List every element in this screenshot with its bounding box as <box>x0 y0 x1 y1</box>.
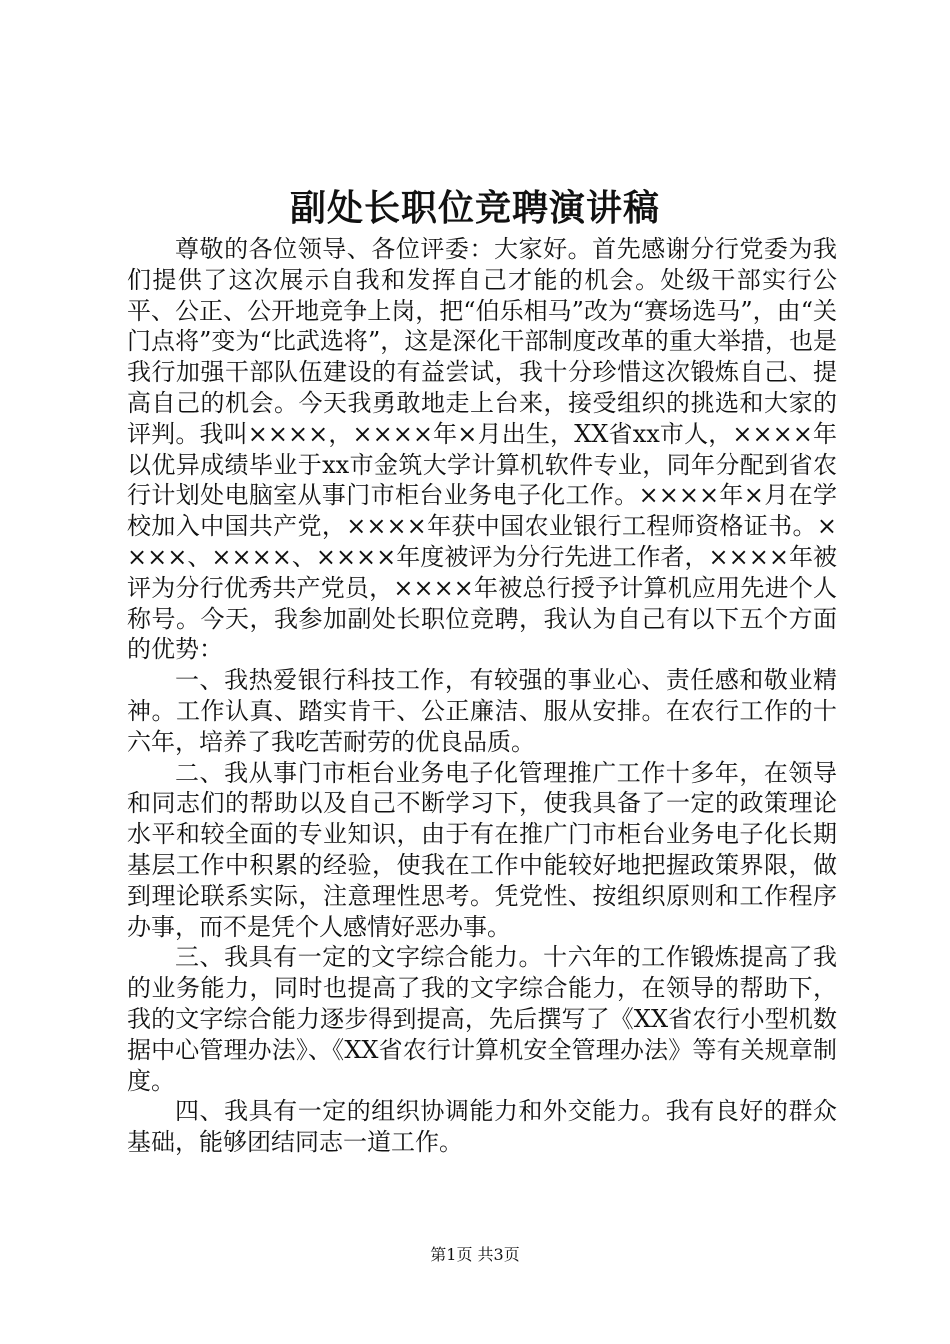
document-body <box>127 234 837 1158</box>
paragraph-point-1: 一、我热爱银行科技工作，有较强的事业心、责任感和敬业精神。工作认真、踏实肯干、公正廉洁、服从安排。在农行工作的十六年，培养了我吃苦耐劳的优良品质。 <box>127 666 837 756</box>
page-number-footer: 第1页 共3页 <box>430 1245 520 1264</box>
paragraph-point-2: 二、我从事门市柜台业务电子化管理推广工作十多年，在领导和同志们的帮助以及自己不断学习下，使我具备了一定的政策理论水平和较全面的专业知识，由于有在推广门市柜台业务电子化长期基层工作中积累的经验，使我在工作中能较好地把握政策界限，做到理论联系实际，注意理性思考。凭党性、按组织原则和工作程序办事，而不是凭个人感情好恶办事。 <box>127 758 837 941</box>
document-title: 副处长职位竞聘演讲稿 <box>289 187 660 229</box>
paragraph-point-4: 四、我具有一定的组织协调能力和外交能力。我有良好的群众基础，能够团结同志一道工作。 <box>127 1097 837 1157</box>
paragraph-point-3: 三、我具有一定的文字综合能力。十六年的工作锻炼提高了我的业务能力，同时也提高了我的文字综合能力，在领导的帮助下，我的文字综合能力逐步得到提高，先后撰写了《XX省农行小型机数据中心管理办法》、《XX省农行计算机安全管理办法》等有关规章制度。 <box>127 943 837 1095</box>
paragraph-intro: 尊敬的各位领导、各位评委：大家好。首先感谢分行党委为我们提供了这次展示自我和发挥自己才能的机会。处级干部实行公平、公正、公开地竞争上岗，把“伯乐相马”改为“赛场选马”，由“关门点将”变为“比武选将”，这是深化干部制度改革的重大举措，也是我行加强干部队伍建设的有益尝试，我十分珍惜这次锻炼自己、提高自己的机会。今天我勇敢地走上台来，接受组织的挑选和大家的评判。我叫××××，××××年×月出生，XX省xx市人，××××年以优异成绩毕业于xx市金筑大学计算机软件专业，同年分配到省农行计划处电脑室从事门市柜台业务电子化工作。××××年×月在学校加入中国共产党，××××年获中国农业银行工程师资格证书。××××、××××、××××年度被评为分行先进工作者，××××年被评为分行优秀共产党员，××××年被总行授予计算机应用先进个人称号。今天，我参加副处长职位竞聘，我认为自己有以下五个方面的优势： <box>127 235 837 664</box>
